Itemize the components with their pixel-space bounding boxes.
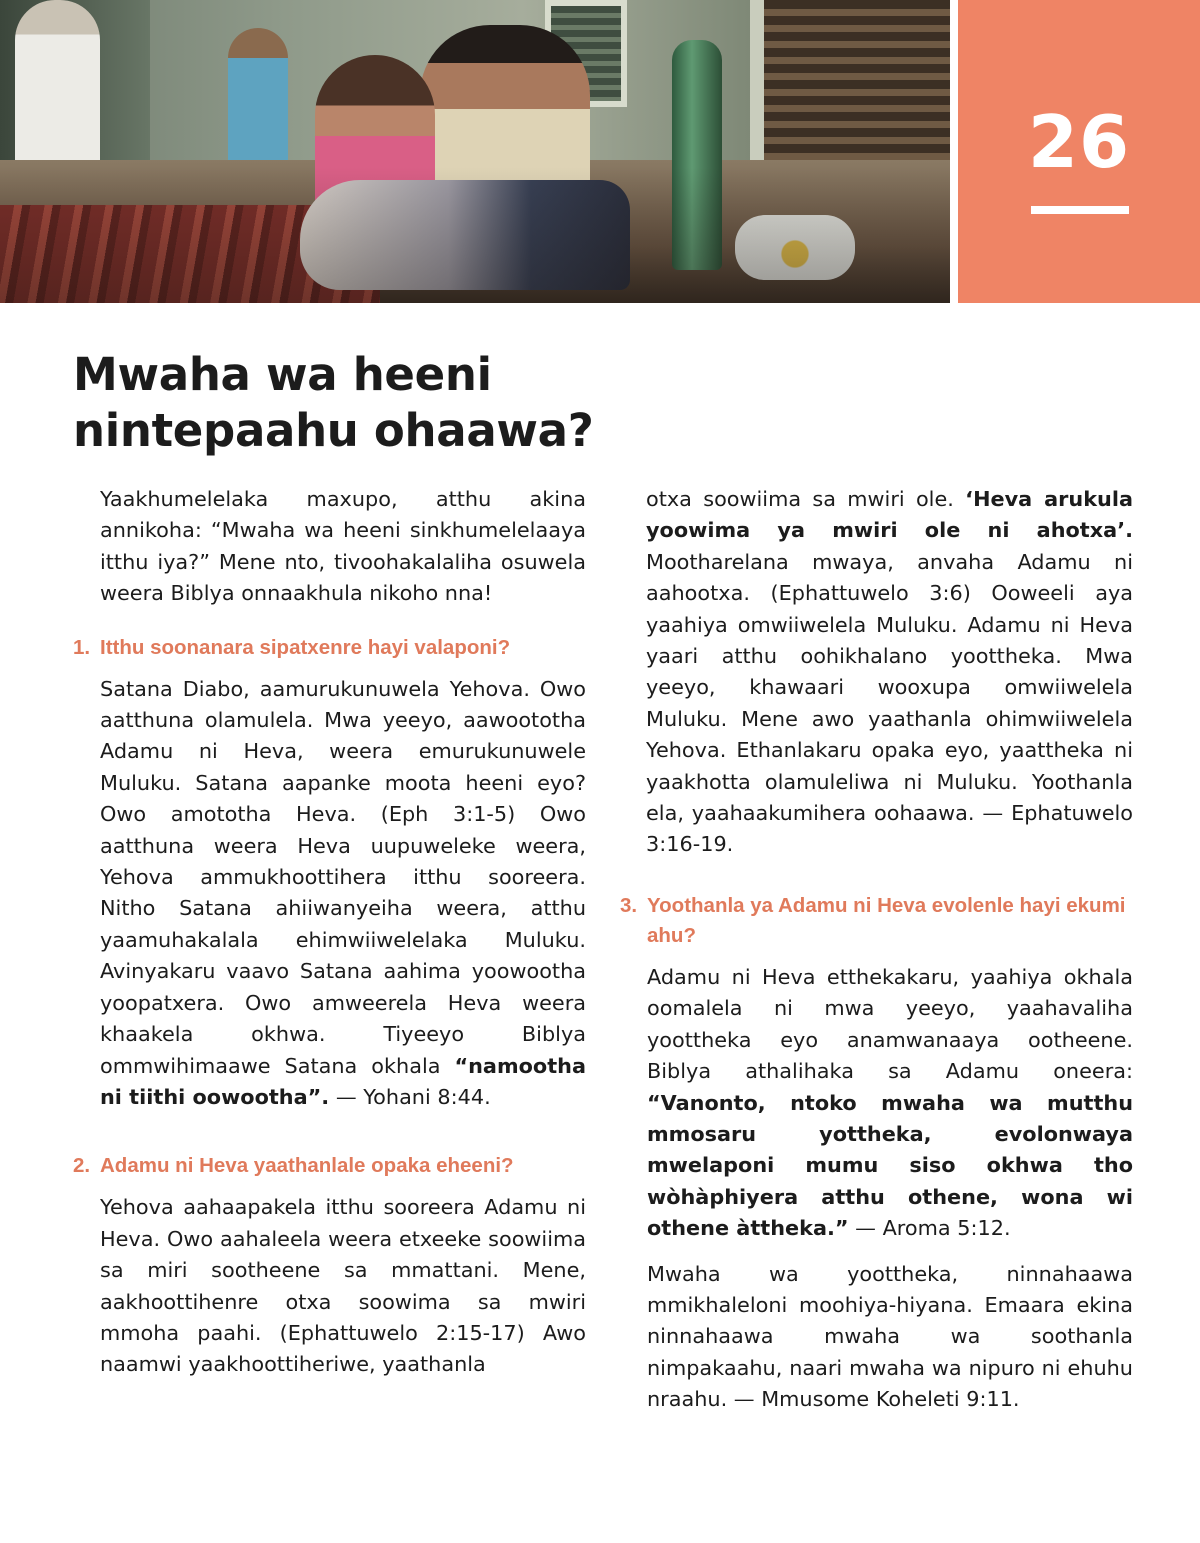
section-3-quote: “Vanonto, ntoko mwaha wa mutthu mmosaru yottheka, evolonwaya mwelaponi mumu siso okhwa tho wòhàphiyera atthu othene, wona wi othene àttheka.” bbox=[647, 1090, 1133, 1241]
section-3-text: Adamu ni Heva etthekakaru, yaahiya okhala oomalela ni mwa yeeyo, yaahavaliha yoottheka eyo anamwanaaya ootheene. Biblya athalihaka sa Adamu oneera: bbox=[647, 964, 1133, 1084]
hero-photo bbox=[0, 0, 950, 303]
question-1 bbox=[73, 633, 586, 663]
question-2 bbox=[73, 1151, 586, 1181]
chapter-badge bbox=[958, 0, 1200, 303]
section-1-reference: — Yohani 8:44. bbox=[329, 1084, 491, 1109]
question-text: Yoothanla ya Adamu ni Heva evolenle hayi ekumi ahu? bbox=[647, 893, 1126, 947]
section-1-text: Satana Diabo, aamurukunuwela Yehova. Owo aatthuna olamulela. Mwa yeeyo, aawoototha Adamu ni Heva, weera emurukunuwele Muluku. Satana aapanke moota heeni eyo? Owo amototha Heva. (Eph 3:1-5) Owo aatthuna weera Heva uupuweleke weera, Yehova ammukhoottihera itthu sooreera. Nitho Satana ahiiwanyeiha weera, atthu yaamuhakalala ehimwiiwelelaka Muluku. Avinyakaru vaavo Satana aahima yoowootha yoopatxera. Owo amweerela Heva weera khaakela okhwa. Tiyeeyo Biblya ommwihimaawe Satana okhala bbox=[100, 676, 586, 1078]
left-column bbox=[73, 484, 586, 1381]
section-3-reference: — Aroma 5:12. bbox=[848, 1216, 1011, 1241]
right-column bbox=[620, 484, 1133, 1416]
section-3-paragraph bbox=[647, 962, 1133, 1245]
question-text: Itthu soonanara sipatxenre hayi valaponi? bbox=[100, 635, 511, 659]
section-2-text: Mootharelana mwaya, anvaha Adamu ni aahootxa. (Ephattuwelo 3:6) Ooweeli aya yaahiya omwiiwelela Muluku. Adamu ni Heva yaari atthu oohikhalano yoottheka. Mwa yeeyo, khawaari wooxupa omwiiwelela Muluku. Mene awo yaathanla ohimwiiwelela Yehova. Ethanlakaru opaka eyo, yaattheka ni yaakhotta olamuleliwa ni Muluku. Yoothanla ela, yaahaakumihera oohaawa. — Ephatuwelo 3:16-19. bbox=[646, 549, 1133, 857]
page-title: Mwaha wa heeni nintepaahu ohaawa? bbox=[73, 348, 594, 457]
section-3-paragraph-2: Mwaha wa yoottheka, ninnahaawa mmikhaleloni moohiya-hiyana. Emaara ekina ninnahaawa mwaha wa soothanla nimpakaahu, naari mwaha wa nipuro ni ehuhu nraahu. — Mmusome Koheleti 9:11. bbox=[647, 1261, 1133, 1412]
chapter-underline bbox=[1031, 206, 1129, 214]
section-2-continued bbox=[646, 484, 1133, 861]
section-2-lead: otxa soowiima sa mwiri ole. bbox=[646, 487, 966, 511]
intro-paragraph: Yaakhumelelaka maxupo, atthu akina annikoha: “Mwaha wa heeni sinkhumelelaaya itthu iya?” Mene nto, tivoohakalaliha osuwela weera Biblya onnaakhula nikoho nna! bbox=[100, 487, 586, 606]
section-2-paragraph: Yehova aahaapakela itthu sooreera Adamu ni Heva. Owo aahaleela weera etxeeke soowiima sa miri sootheene sa mmattani. Mene, aakhoottihenre otxa soowima sa mwiri mmoha paahi. (Ephattuwelo 2:15-17) Awo naamwi yaakhoottiheriwe, yaathanla bbox=[100, 1195, 586, 1377]
question-text: Adamu ni Heva yaathanlale opaka eheeni? bbox=[100, 1154, 514, 1178]
section-2-quote: ‘Heva arukula yoowima ya mwiri ole ni ahotxa’. bbox=[646, 487, 1134, 543]
question-number: 1. bbox=[73, 635, 91, 659]
question-number: 3. bbox=[620, 893, 638, 917]
photo-shade bbox=[0, 0, 950, 303]
question-number: 2. bbox=[73, 1154, 91, 1178]
chapter-number: 26 bbox=[1027, 100, 1131, 184]
question-3 bbox=[620, 891, 1133, 951]
section-1-quote: “namootha ni tiithi oowootha”. bbox=[100, 1053, 586, 1109]
section-1-paragraph bbox=[100, 674, 586, 1114]
